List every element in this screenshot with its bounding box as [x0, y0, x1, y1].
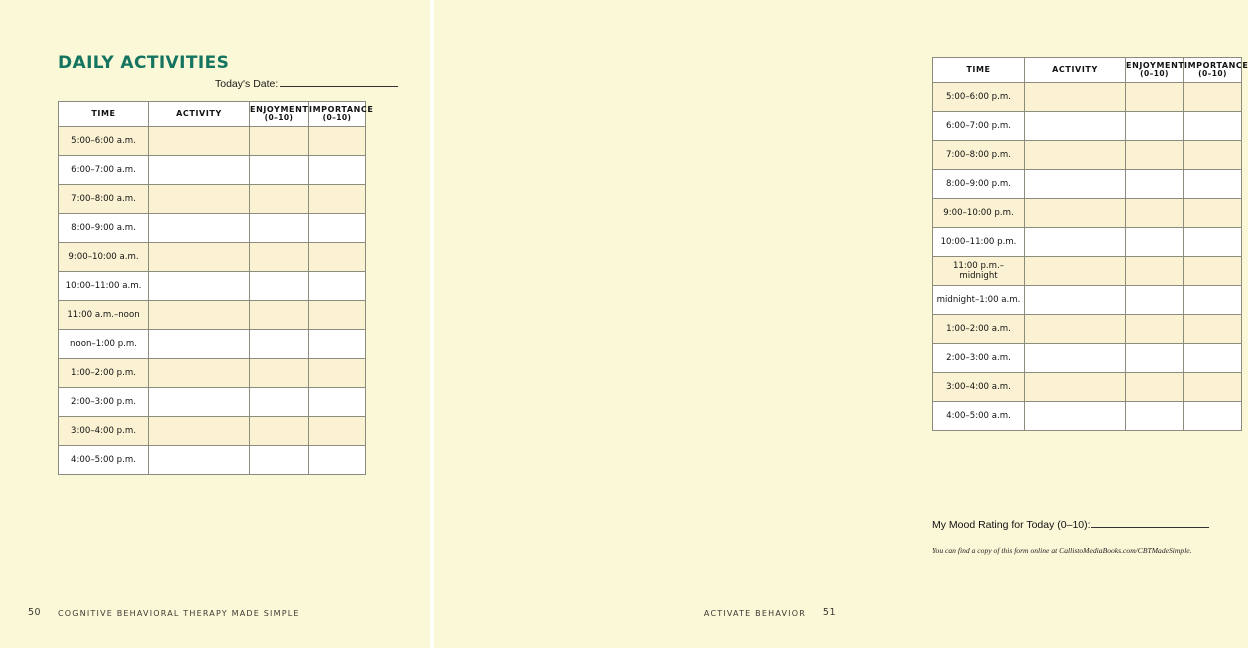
activity-cell[interactable] [149, 156, 250, 185]
enjoyment-cell[interactable] [1126, 141, 1184, 170]
table-row [59, 127, 366, 156]
importance-cell[interactable] [309, 272, 366, 301]
enjoyment-cell[interactable] [250, 243, 309, 272]
column-header-importance-scale: (0–10) [322, 113, 352, 123]
time-cell: midnight–1:00 a.m. [933, 286, 1025, 315]
table-row [59, 214, 366, 243]
enjoyment-cell[interactable] [250, 446, 309, 475]
importance-cell[interactable] [309, 127, 366, 156]
activity-cell[interactable] [149, 127, 250, 156]
activity-cell[interactable] [1025, 402, 1126, 431]
folio-page-number-left: 50 [28, 607, 42, 618]
table-row [59, 359, 366, 388]
activity-cell[interactable] [149, 446, 250, 475]
time-cell: 11:00 a.m.–noon [59, 301, 149, 330]
column-header-time-label: TIME [91, 109, 116, 119]
time-cell: 10:00–11:00 p.m. [933, 228, 1025, 257]
column-header-enjoyment [250, 102, 309, 127]
enjoyment-cell[interactable] [250, 417, 309, 446]
time-cell: 4:00–5:00 a.m. [933, 402, 1025, 431]
table-row [933, 112, 1242, 141]
importance-cell[interactable] [1184, 83, 1242, 112]
enjoyment-cell[interactable] [250, 388, 309, 417]
enjoyment-cell[interactable] [1126, 344, 1184, 373]
left-page [0, 0, 430, 648]
activity-cell[interactable] [149, 243, 250, 272]
enjoyment-cell[interactable] [250, 127, 309, 156]
activity-cell[interactable] [149, 301, 250, 330]
enjoyment-cell[interactable] [1126, 199, 1184, 228]
importance-cell[interactable] [1184, 141, 1242, 170]
enjoyment-cell[interactable] [1126, 286, 1184, 315]
importance-cell[interactable] [309, 388, 366, 417]
enjoyment-cell[interactable] [250, 301, 309, 330]
enjoyment-cell[interactable] [1126, 373, 1184, 402]
folio-chapter-title: ACTIVATE BEHAVIOR [703, 609, 806, 618]
enjoyment-cell[interactable] [250, 272, 309, 301]
column-header-importance-label: IMPORTANCE [1184, 61, 1248, 71]
enjoyment-cell[interactable] [250, 359, 309, 388]
activity-cell[interactable] [1025, 228, 1126, 257]
importance-cell[interactable] [1184, 344, 1242, 373]
importance-cell[interactable] [309, 359, 366, 388]
importance-cell[interactable] [1184, 112, 1242, 141]
time-cell: 9:00–10:00 p.m. [933, 199, 1025, 228]
importance-cell[interactable] [309, 185, 366, 214]
table-row [933, 170, 1242, 199]
time-cell: 6:00–7:00 p.m. [933, 112, 1025, 141]
time-cell: 2:00–3:00 p.m. [59, 388, 149, 417]
todays-date-field[interactable] [215, 77, 398, 90]
column-header-time [59, 102, 149, 127]
time-cell: 3:00–4:00 p.m. [59, 417, 149, 446]
table-row [59, 388, 366, 417]
enjoyment-cell[interactable] [1126, 112, 1184, 141]
enjoyment-cell[interactable] [250, 214, 309, 243]
activity-cell[interactable] [1025, 286, 1126, 315]
time-cell: 9:00–10:00 a.m. [59, 243, 149, 272]
daily-activities-table-am [58, 101, 374, 475]
time-cell: 8:00–9:00 a.m. [59, 214, 149, 243]
table-row [59, 446, 366, 475]
activity-cell[interactable] [1025, 199, 1126, 228]
form-online-note: You can find a copy of this form online at CallistoMediaBooks.com/CBTMadeSimple. [932, 546, 1192, 555]
column-header-time [933, 58, 1025, 83]
time-cell: 5:00–6:00 p.m. [933, 83, 1025, 112]
table-row [933, 199, 1242, 228]
importance-cell[interactable] [309, 243, 366, 272]
activity-cell[interactable] [149, 417, 250, 446]
table-row [933, 402, 1242, 431]
mood-rating-label: My Mood Rating for Today (0–10): [932, 519, 1091, 531]
time-cell: 1:00–2:00 a.m. [933, 315, 1025, 344]
time-cell: 5:00–6:00 a.m. [59, 127, 149, 156]
column-header-enjoyment-scale: (0–10) [1140, 69, 1169, 79]
importance-cell[interactable] [1184, 170, 1242, 199]
table-row [59, 156, 366, 185]
importance-cell[interactable] [309, 330, 366, 359]
table-body-pm [933, 83, 1242, 431]
activity-cell[interactable] [1025, 373, 1126, 402]
table-row [933, 228, 1242, 257]
column-header-enjoyment-scale: (0–10) [264, 113, 294, 123]
time-cell: 1:00–2:00 p.m. [59, 359, 149, 388]
column-header-importance-scale: (0–10) [1198, 69, 1227, 79]
enjoyment-cell[interactable] [1126, 315, 1184, 344]
right-page [434, 0, 1248, 648]
activity-cell[interactable] [149, 272, 250, 301]
importance-cell[interactable] [1184, 199, 1242, 228]
activity-cell[interactable] [1025, 112, 1126, 141]
time-cell: 10:00–11:00 a.m. [59, 272, 149, 301]
importance-cell[interactable] [1184, 315, 1242, 344]
time-cell: 6:00–7:00 a.m. [59, 156, 149, 185]
folio-book-title: COGNITIVE BEHAVIORAL THERAPY MADE SIMPLE [58, 609, 300, 618]
importance-cell[interactable] [1184, 373, 1242, 402]
table-row [933, 141, 1242, 170]
activity-cell[interactable] [149, 214, 250, 243]
activity-cell[interactable] [149, 359, 250, 388]
page-title: DAILY ACTIVITIES [58, 53, 230, 73]
time-cell: 11:00 p.m.– midnight [933, 257, 1025, 286]
table-header-row-am [59, 102, 374, 127]
activity-cell[interactable] [149, 388, 250, 417]
time-cell: noon–1:00 p.m. [59, 330, 149, 359]
table-row [933, 373, 1242, 402]
activity-cell[interactable] [1025, 344, 1126, 373]
table-header-row-pm [933, 58, 1248, 83]
mood-rating-field[interactable] [932, 518, 1209, 531]
table-row [59, 301, 366, 330]
enjoyment-cell[interactable] [250, 156, 309, 185]
column-header-activity [149, 102, 250, 127]
importance-cell[interactable] [309, 301, 366, 330]
enjoyment-cell[interactable] [250, 185, 309, 214]
enjoyment-cell[interactable] [1126, 170, 1184, 199]
enjoyment-cell[interactable] [250, 330, 309, 359]
table-row [59, 243, 366, 272]
table-row [933, 83, 1242, 112]
importance-cell[interactable] [1184, 228, 1242, 257]
column-header-enjoyment-label: ENJOYMENT [1126, 61, 1185, 71]
importance-cell[interactable] [309, 214, 366, 243]
time-cell: 4:00–5:00 p.m. [59, 446, 149, 475]
table-row [933, 315, 1242, 344]
activity-cell[interactable] [1025, 315, 1126, 344]
importance-cell[interactable] [309, 156, 366, 185]
column-header-activity-label: ACTIVITY [1052, 65, 1098, 75]
activity-cell[interactable] [1025, 83, 1126, 112]
time-cell: 3:00–4:00 a.m. [933, 373, 1025, 402]
enjoyment-cell[interactable] [1126, 228, 1184, 257]
column-header-importance-label: IMPORTANCE [309, 105, 374, 115]
activity-cell[interactable] [149, 330, 250, 359]
time-cell: 7:00–8:00 a.m. [59, 185, 149, 214]
enjoyment-cell[interactable] [1126, 83, 1184, 112]
time-cell: 7:00–8:00 p.m. [933, 141, 1025, 170]
importance-cell[interactable] [1184, 257, 1242, 286]
activity-cell[interactable] [1025, 170, 1126, 199]
column-header-importance [309, 102, 374, 127]
mood-rating-blank-rule[interactable] [1091, 518, 1209, 528]
time-cell: 8:00–9:00 p.m. [933, 170, 1025, 199]
todays-date-label: Today's Date: [215, 78, 279, 90]
activity-cell[interactable] [149, 185, 250, 214]
table-row [933, 286, 1242, 315]
todays-date-blank-rule[interactable] [280, 77, 398, 87]
column-header-importance [1184, 58, 1248, 83]
importance-cell[interactable] [1184, 402, 1242, 431]
table-body-am [59, 127, 366, 475]
table-row [933, 257, 1242, 286]
column-header-time-label: TIME [966, 65, 991, 75]
column-header-enjoyment [1126, 58, 1184, 83]
importance-cell[interactable] [309, 417, 366, 446]
activity-cell[interactable] [1025, 141, 1126, 170]
column-header-activity [1025, 58, 1126, 83]
table-row [933, 344, 1242, 373]
table-row [59, 417, 366, 446]
importance-cell[interactable] [1184, 286, 1242, 315]
enjoyment-cell[interactable] [1126, 257, 1184, 286]
time-cell: 2:00–3:00 a.m. [933, 344, 1025, 373]
table-row [59, 330, 366, 359]
daily-activities-table-pm [932, 57, 1248, 431]
column-header-activity-label: ACTIVITY [176, 109, 222, 119]
table-row [59, 272, 366, 301]
activity-cell[interactable] [1025, 257, 1126, 286]
column-header-enjoyment-label: ENJOYMENT [250, 105, 309, 115]
folio-page-number-right: 51 [822, 607, 836, 618]
table-row [59, 185, 366, 214]
enjoyment-cell[interactable] [1126, 402, 1184, 431]
importance-cell[interactable] [309, 446, 366, 475]
